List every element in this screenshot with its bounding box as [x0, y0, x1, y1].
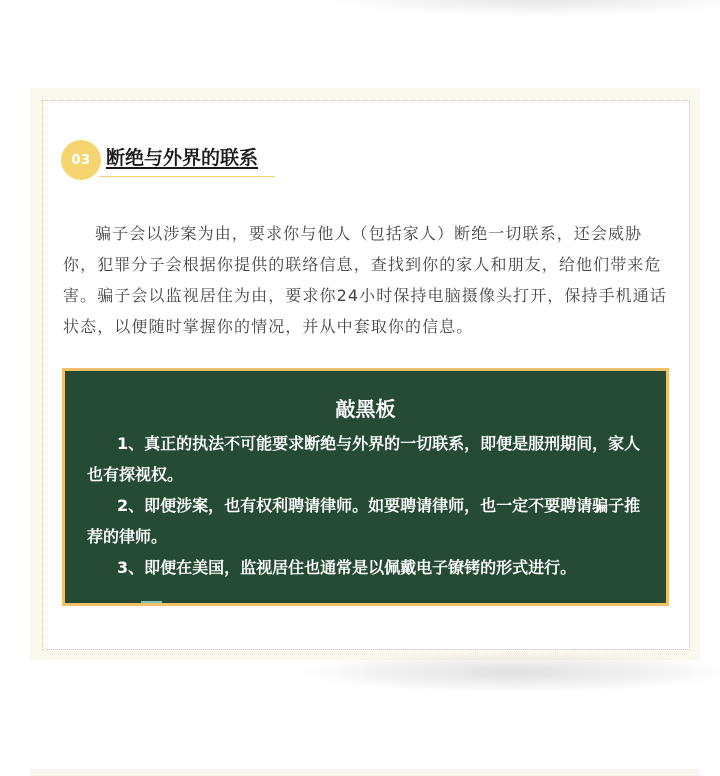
bottom-paper-shadow [300, 652, 720, 692]
chalkboard-item-2: 2、即便涉案，也有权利聘请律师。如要聘请律师，也一定不要聘请骗子推荐的律师。 [87, 496, 641, 546]
chalkboard [62, 368, 669, 606]
top-paper-shadow [330, 0, 720, 16]
chalkboard-item-1: 1、真正的执法不可能要求断绝与外界的一切联系，即便是服刑期间，家人也有探视权。 [87, 434, 641, 484]
section-number-badge: 03 [61, 140, 101, 180]
chalkboard-list [87, 428, 649, 583]
section-heading [61, 140, 281, 182]
section-paragraph: 骗子会以涉案为由，要求你与他人（包括家人）断绝一切联系，还会威胁你，犯罪分子会根据你提供的联络信息，查找到你的家人和朋友，给他们带来危害。骗子会以监视居住为由，要求你24小时保持电脑摄像头打开，保持手机通话状态，以便随时掌握你的情况，并从中套取你的信息。 [63, 224, 667, 336]
chalk-icon [141, 601, 162, 606]
chalkboard-title: 敲黑板 [335, 397, 396, 421]
chalkboard-item-3: 3、即便在美国，监视居住也通常是以佩戴电子镣铐的形式进行。 [117, 558, 577, 577]
section-title-underline [99, 176, 275, 177]
section-title: 断绝与外界的联系 [106, 147, 259, 169]
next-card-edge [30, 769, 700, 776]
